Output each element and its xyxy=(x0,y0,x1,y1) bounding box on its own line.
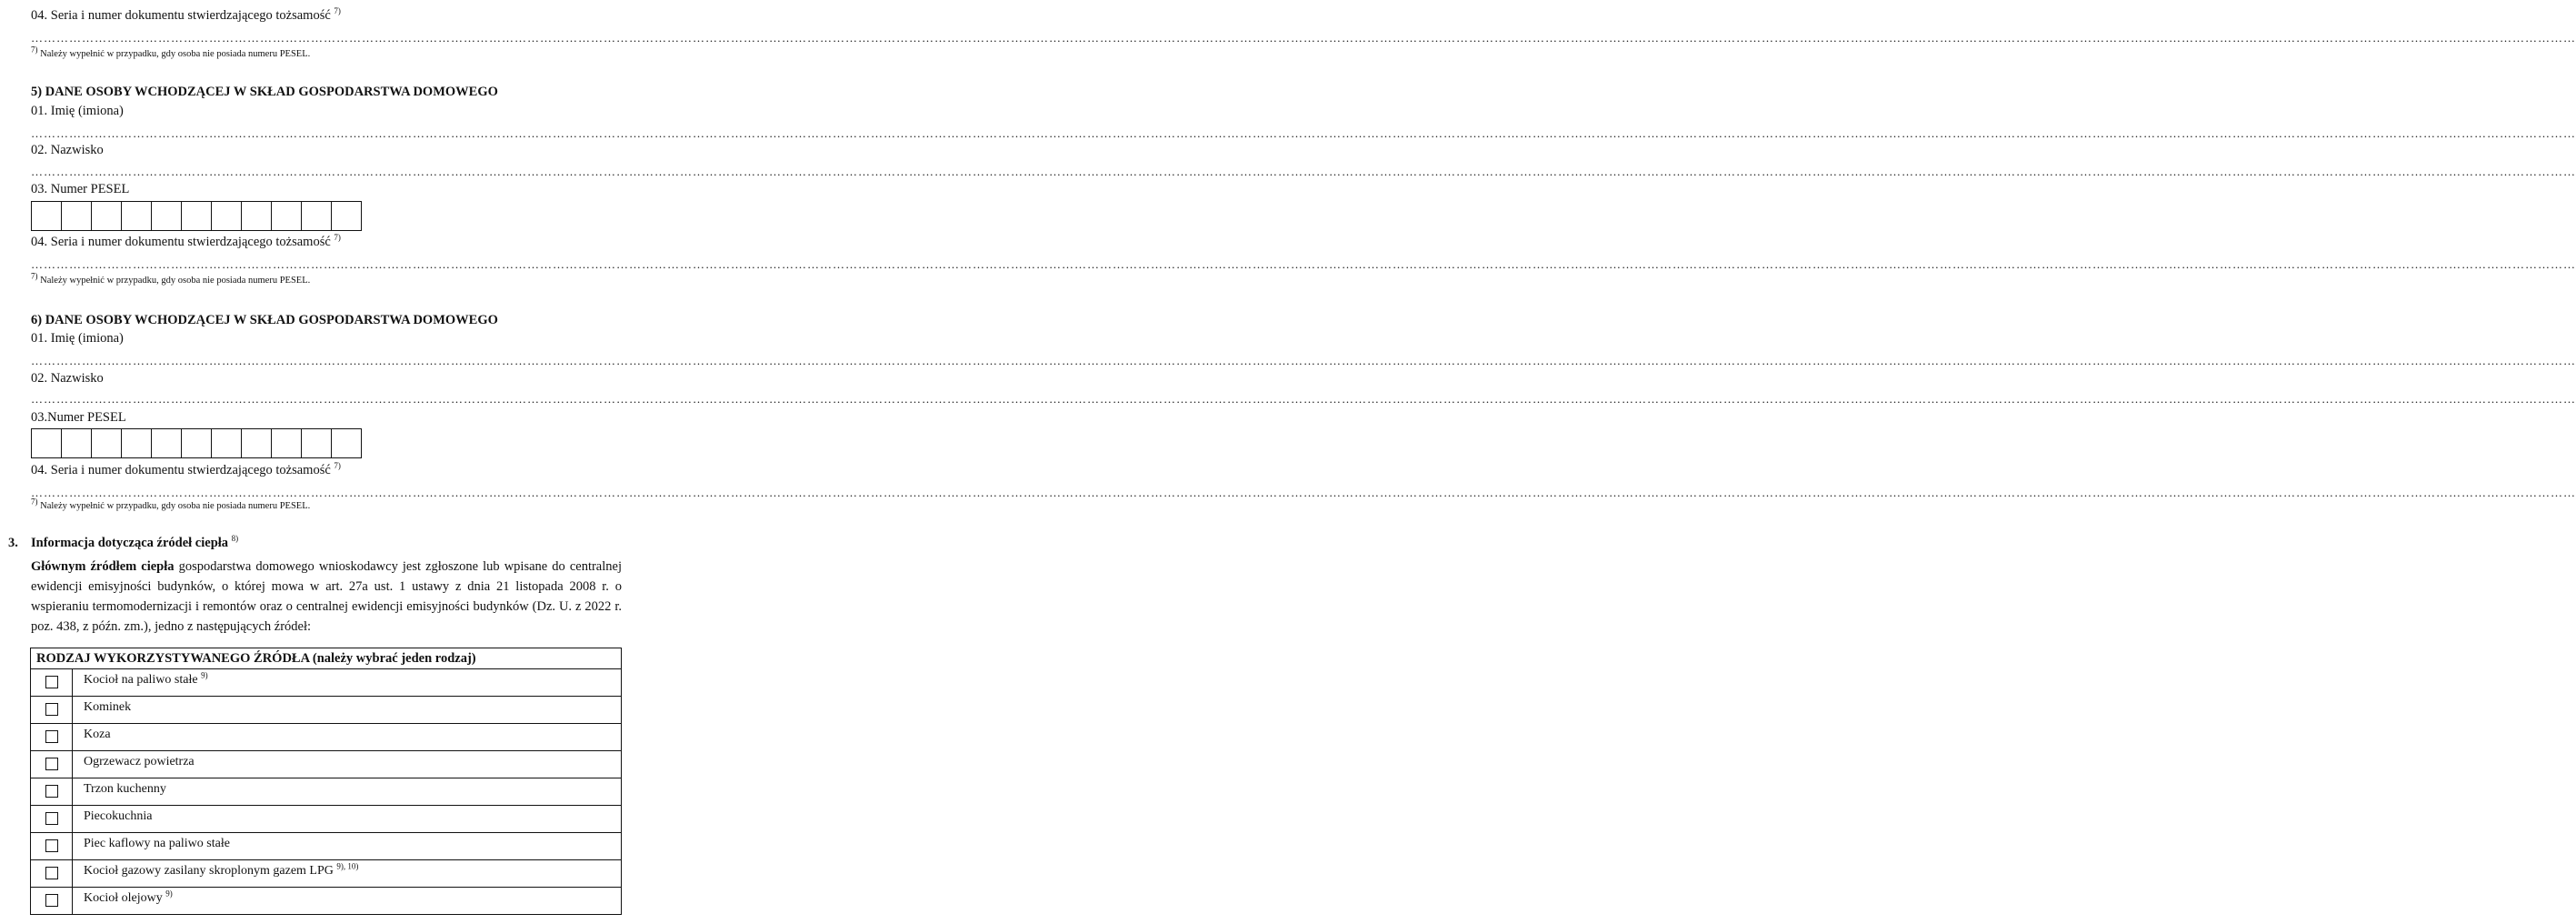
pesel-label: 03.Numer PESEL xyxy=(31,410,126,425)
heat-source-label: Koza xyxy=(73,724,622,751)
pesel-digit-cell[interactable] xyxy=(241,428,272,458)
checkbox-cell xyxy=(31,806,73,833)
pesel-grid[interactable] xyxy=(31,201,362,231)
surname-field[interactable]: …………………………………………………………………………………………………………………………………………………………………………………………………………………………………………………………………………………………………………………………………………………………………………………………………………………………………………………………………………………………………………………………………………………… xyxy=(31,165,2576,178)
doc-number-label: 04. Seria i numer dokumentu stwierdzającego tożsamość $^{7)}$ xyxy=(31,6,341,23)
heat-source-row xyxy=(31,751,622,778)
checkbox-cell xyxy=(31,751,73,778)
pesel-digit-cell[interactable] xyxy=(61,201,92,231)
pesel-digit-cell[interactable] xyxy=(211,428,242,458)
section-6-title: 6) DANE OSOBY WCHODZĄCEJ W SKŁAD GOSPODARSTWA DOMOWEGO xyxy=(31,313,498,327)
heat-source-row xyxy=(31,806,622,833)
pesel-digit-cell[interactable] xyxy=(91,428,122,458)
pesel-digit-cell[interactable] xyxy=(91,201,122,231)
doc-number-field[interactable]: …………………………………………………………………………………………………………………………………………………………………………………………………………………………………………………………………………………………………………………………………………………………………………………………………………………………………………………………………………………………………………………………………………………… xyxy=(31,257,2576,271)
pesel-digit-cell[interactable] xyxy=(151,201,182,231)
footnote: $^{7)}$ Należy wypełnić w przypadku, gdy osoba nie posiada numeru PESEL. xyxy=(31,45,311,59)
heat-source-checkbox[interactable] xyxy=(45,894,58,907)
pesel-digit-cell[interactable] xyxy=(121,201,152,231)
heat-source-checkbox[interactable] xyxy=(45,703,58,716)
heat-source-row xyxy=(31,778,622,806)
heat-source-checkbox[interactable] xyxy=(45,812,58,825)
doc-number-field[interactable]: …………………………………………………………………………………………………………………………………………………………………………………………………………………………………………………………………………………………………………………………………………………………………………………………………………………………………………………………………………………………………………………………………………………… xyxy=(31,486,2576,499)
heat-source-label: Trzon kuchenny xyxy=(73,778,622,806)
heat-source-row xyxy=(31,888,622,915)
pesel-digit-cell[interactable] xyxy=(211,201,242,231)
heat-source-checkbox[interactable] xyxy=(45,730,58,743)
checkbox-cell xyxy=(31,724,73,751)
doc-number-label: 04. Seria i numer dokumentu stwierdzającego tożsamość $^{7)}$ xyxy=(31,461,341,477)
heat-source-row xyxy=(31,697,622,724)
heat-source-paragraph: Głównym źródłem ciepła gospodarstwa domowego wnioskodawcy jest zgłoszone lub wpisane do centralnej ewidencji emisyjności budynków, o której mowa w art. 27a ust. 1 ustawy z dnia 21 listopada 2008 r. o wspieraniu termomodernizacji i remontów oraz o centralnej ewidencji emisyjności budynków (Dz. U. z 2022 r. poz. 438, z późn. zm.), jedno z następujących źródeł: xyxy=(31,559,622,634)
heat-source-table-header: RODZAJ WYKORZYSTYWANEGO ŹRÓDŁA (należy wybrać jeden rodzaj) xyxy=(31,648,622,669)
heat-source-row xyxy=(31,669,622,697)
heat-source-label: Ogrzewacz powietrza xyxy=(73,751,622,778)
pesel-digit-cell[interactable] xyxy=(301,428,332,458)
heat-source-checkbox[interactable] xyxy=(45,839,58,852)
heat-source-label: Kocioł gazowy zasilany skroplonym gazem LPG $^{9), 10)}$ xyxy=(73,860,622,888)
checkbox-cell xyxy=(31,669,73,697)
section-3-title: Informacja dotycząca źródeł ciepła $^{8)}$ xyxy=(31,534,239,550)
heat-source-checkbox[interactable] xyxy=(45,758,58,770)
first-name-label: 01. Imię (imiona) xyxy=(31,331,124,346)
doc-number-field[interactable]: …………………………………………………………………………………………………………………………………………………………………………………………………………………………………………………………………………………………………………………………………………………………………………………………………………………………………………………………………………………………………………………………………………………… xyxy=(31,31,2576,45)
doc-number-label: 04. Seria i numer dokumentu stwierdzającego tożsamość $^{7)}$ xyxy=(31,233,341,249)
section-3-number: 3. xyxy=(8,536,18,550)
surname-field[interactable]: …………………………………………………………………………………………………………………………………………………………………………………………………………………………………………………………………………………………………………………………………………………………………………………………………………………………………………………………………………………………………………………………………………………… xyxy=(31,392,2576,406)
first-name-field[interactable]: …………………………………………………………………………………………………………………………………………………………………………………………………………………………………………………………………………………………………………………………………………………………………………………………………………………………………………………………………………………………………………………………………………………… xyxy=(31,354,2576,367)
surname-label: 02. Nazwisko xyxy=(31,371,104,386)
heat-source-checkbox[interactable] xyxy=(45,785,58,798)
surname-label: 02. Nazwisko xyxy=(31,143,104,157)
pesel-digit-cell[interactable] xyxy=(271,428,302,458)
pesel-digit-cell[interactable] xyxy=(331,428,362,458)
checkbox-cell xyxy=(31,860,73,888)
pesel-digit-cell[interactable] xyxy=(31,428,62,458)
footnote: $^{7)}$ Należy wypełnić w przypadku, gdy osoba nie posiada numeru PESEL. xyxy=(31,497,311,511)
footnote: $^{7)}$ Należy wypełnić w przypadku, gdy osoba nie posiada numeru PESEL. xyxy=(31,271,311,286)
pesel-grid[interactable] xyxy=(31,428,362,458)
heat-source-table xyxy=(30,648,622,915)
pesel-digit-cell[interactable] xyxy=(181,201,212,231)
pesel-digit-cell[interactable] xyxy=(31,201,62,231)
heat-source-label: Kominek xyxy=(73,697,622,724)
checkbox-cell xyxy=(31,888,73,915)
section-5-title: 5) DANE OSOBY WCHODZĄCEJ W SKŁAD GOSPODARSTWA DOMOWEGO xyxy=(31,85,498,99)
heat-source-label: Piec kaflowy na paliwo stałe xyxy=(73,833,622,860)
checkbox-cell xyxy=(31,833,73,860)
heat-source-label: Kocioł na paliwo stałe $^{9)}$ xyxy=(73,669,622,697)
pesel-digit-cell[interactable] xyxy=(181,428,212,458)
pesel-digit-cell[interactable] xyxy=(271,201,302,231)
first-name-label: 01. Imię (imiona) xyxy=(31,104,124,118)
heat-source-label: Kocioł olejowy $^{9)}$ xyxy=(73,888,622,915)
checkbox-cell xyxy=(31,778,73,806)
pesel-digit-cell[interactable] xyxy=(151,428,182,458)
pesel-digit-cell[interactable] xyxy=(301,201,332,231)
heat-source-row xyxy=(31,833,622,860)
heat-source-row xyxy=(31,860,622,888)
heat-source-checkbox[interactable] xyxy=(45,676,58,688)
pesel-digit-cell[interactable] xyxy=(331,201,362,231)
checkbox-cell xyxy=(31,697,73,724)
heat-source-label: Piecokuchnia xyxy=(73,806,622,833)
heat-source-checkbox[interactable] xyxy=(45,867,58,879)
first-name-field[interactable]: …………………………………………………………………………………………………………………………………………………………………………………………………………………………………………………………………………………………………………………………………………………………………………………………………………………………………………………………………………………………………………………………………………………… xyxy=(31,126,2576,140)
pesel-digit-cell[interactable] xyxy=(121,428,152,458)
pesel-label: 03. Numer PESEL xyxy=(31,182,130,196)
pesel-digit-cell[interactable] xyxy=(61,428,92,458)
pesel-digit-cell[interactable] xyxy=(241,201,272,231)
heat-source-row xyxy=(31,724,622,751)
